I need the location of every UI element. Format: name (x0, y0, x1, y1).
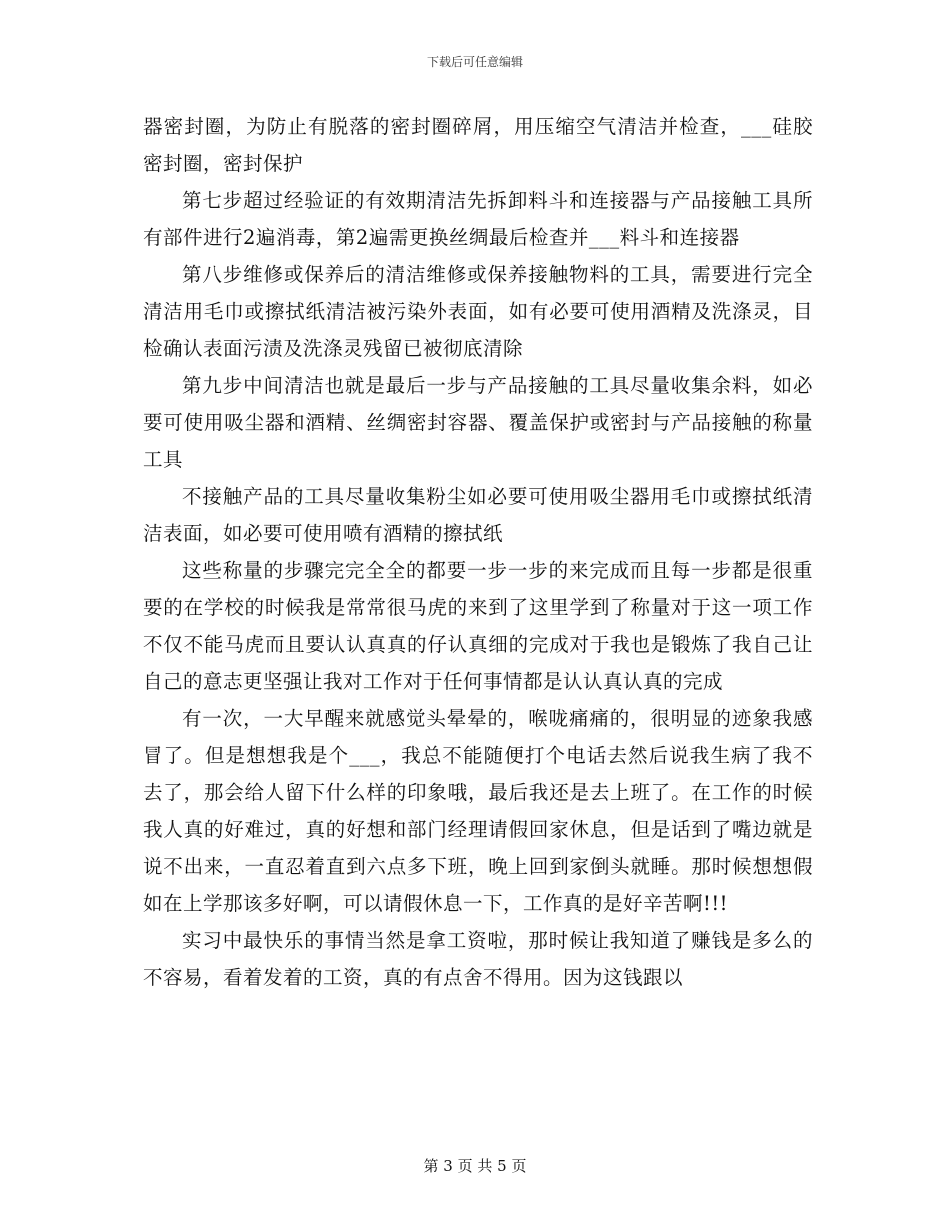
paragraph-non-contact-tools: 不接触产品的工具尽量收集粉尘如必要可使用吸尘器用毛巾或擦拭纸清洁表面，如必要可使用喷有酒精的擦拭纸 (143, 485, 813, 545)
page-header: 下载后可任意编辑 (426, 55, 523, 69)
paragraph-step-seven: 第七步超过经验证的有效期清洁先拆卸料斗和连接器与产品接触工具所有部件进行2遍消毒，第2遍需更换丝绸最后检查并___料斗和连接器 (143, 189, 813, 249)
paragraph-step-nine: 第九步中间清洁也就是最后一步与产品接触的工具尽量收集余料，如必要可使用吸尘器和酒精、丝绸密封容器、覆盖保护或密封与产品接触的称量工具 (143, 374, 813, 471)
paragraph-sick-day: 有一次，一大早醒来就感觉头晕晕的，喉咙痛痛的，很明显的迹象我感冒了。但是想想我是个___，我总不能随便打个电话去然后说我生病了我不去了，那会给人留下什么样的印象哦，最后我还是去上班了。在工作的时候我人真的好难过，真的好想和部门经理请假回家休息，但是话到了嘴边就是说不出来，一直忍着直到六点多下班，晚上回到家倒头就睡。那时候想想假如在上学那该多好啊，可以请假休息一下，工作真的是好辛苦啊!!! (143, 707, 813, 915)
document-body (143, 108, 813, 996)
paragraph-step-eight: 第八步维修或保养后的清洁维修或保养接触物料的工具，需要进行完全清洁用毛巾或擦拭纸清洁被污染外表面，如有必要可使用酒精及洗涤灵，目检确认表面污渍及洗涤灵残留已被彻底清除 (143, 263, 813, 360)
paragraph-weighing-reflection: 这些称量的步骤完完全全的都要一步一步的来完成而且每一步都是很重要的在学校的时候我是常常很马虎的来到了这里学到了称量对于这一项工作不仅不能马虎而且要认认真真的仔认真细的完成对于我也是锻炼了我自己让自己的意志更坚强让我对工作对于任何事情都是认认真认真的完成 (143, 559, 813, 693)
paragraph-salary: 实习中最快乐的事情当然是拿工资啦，那时候让我知道了赚钱是多么的不容易，看着发着的工资，真的有点舍不得用。因为这钱跟以 (143, 929, 813, 989)
paragraph-continued: 器密封圈，为防止有脱落的密封圈碎屑，用压缩空气清洁并检查，___硅胶密封圈，密封保护 (143, 115, 813, 175)
page-number: 第 3 页 共 5 页 (423, 1157, 527, 1175)
